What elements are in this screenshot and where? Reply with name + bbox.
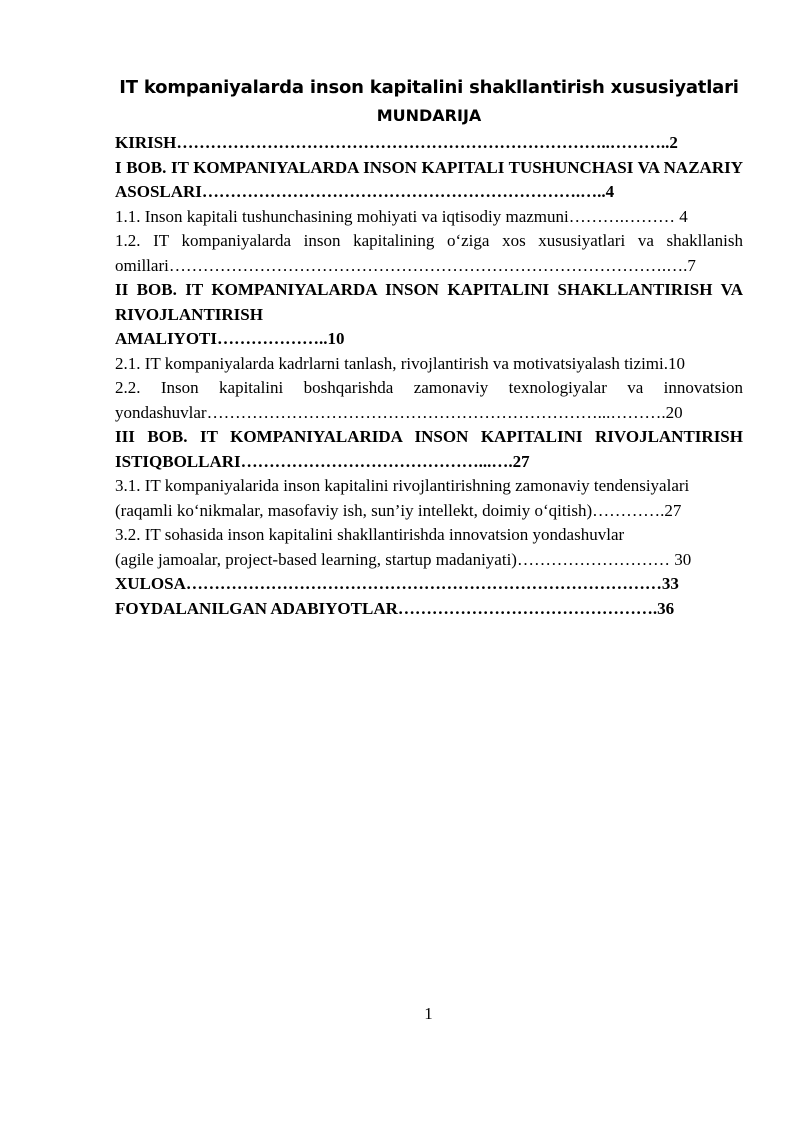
page-number: 1 — [424, 1004, 433, 1023]
toc-entry-section-3-1-detail: (raqamli ko‘nikmalar, masofaviy ish, sun’iy intellekt, doimiy o‘qitish)………….27 — [115, 500, 682, 520]
document-page — [115, 74, 743, 621]
toc-entry-chapter-3: III BOB. IT KOMPANIYALARIDA INSON KAPITALINI RIVOJLANTIRISH ISTIQBOLLARI……………………………………...….27 — [115, 427, 743, 471]
toc-entry-bibliography: FOYDALANILGAN ADABIYOTLAR……………………………………….36 — [115, 598, 675, 618]
toc-entry-section-1-2: 1.2. IT kompaniyalarda inson kapitalining o‘ziga xos xususiyatlari va shakllanish omillari…………………………………………………………………………….….7 — [115, 231, 743, 275]
toc-entry-kirish: KIRISH…………………………………………………………………..………..2 — [115, 133, 678, 152]
toc-entry-section-3-1-title: 3.1. IT kompaniyalarida inson kapitalini rivojlantirishning zamonaviy tendensiyalari — [115, 476, 690, 495]
table-of-contents-heading: MUNDARIJA — [376, 106, 482, 125]
toc-entry-chapter-2-line-2: AMALIYOTI………………..10 — [115, 329, 345, 348]
toc-entry-section-3-2-detail: (agile jamoalar, project-based learning, startup madaniyati)……………………… 30 — [115, 549, 692, 569]
toc-entry-xulosa: XULOSA…………………………………………………………………………33 — [115, 574, 679, 593]
toc-entry-section-1-1: 1.1. Inson kapitali tushunchasining mohiyati va iqtisodiy mazmuni……….……… 4 — [115, 206, 688, 226]
toc-entry-section-2-1: 2.1. IT kompaniyalarda kadrlarni tanlash, rivojlantirish va motivatsiyalash tizimi.10 — [115, 353, 685, 373]
toc-entry-section-3-2-title: 3.2. IT sohasida inson kapitalini shakllantirishda innovatsion yondashuvlar — [115, 525, 625, 544]
document-title: IT kompaniyalarda inson kapitalini shakllantirish xususiyatlari — [119, 77, 739, 98]
toc-entry-section-2-2: 2.2. Inson kapitalini boshqarishda zamonaviy texnologiyalar va innovatsion yondashuvlar……………………………………………………………...……….20 — [115, 378, 743, 422]
toc-entry-chapter-2-line-1: II BOB. IT KOMPANIYALARDA INSON KAPITALINI SHAKLLANTIRISH VA RIVOJLANTIRISH — [115, 280, 743, 324]
table-of-contents — [115, 131, 743, 621]
toc-entry-chapter-1: I BOB. IT KOMPANIYALARDA INSON KAPITALI TUSHUNCHASI VA NAZARIY ASOSLARI………………………………………………………….…..4 — [115, 157, 743, 201]
